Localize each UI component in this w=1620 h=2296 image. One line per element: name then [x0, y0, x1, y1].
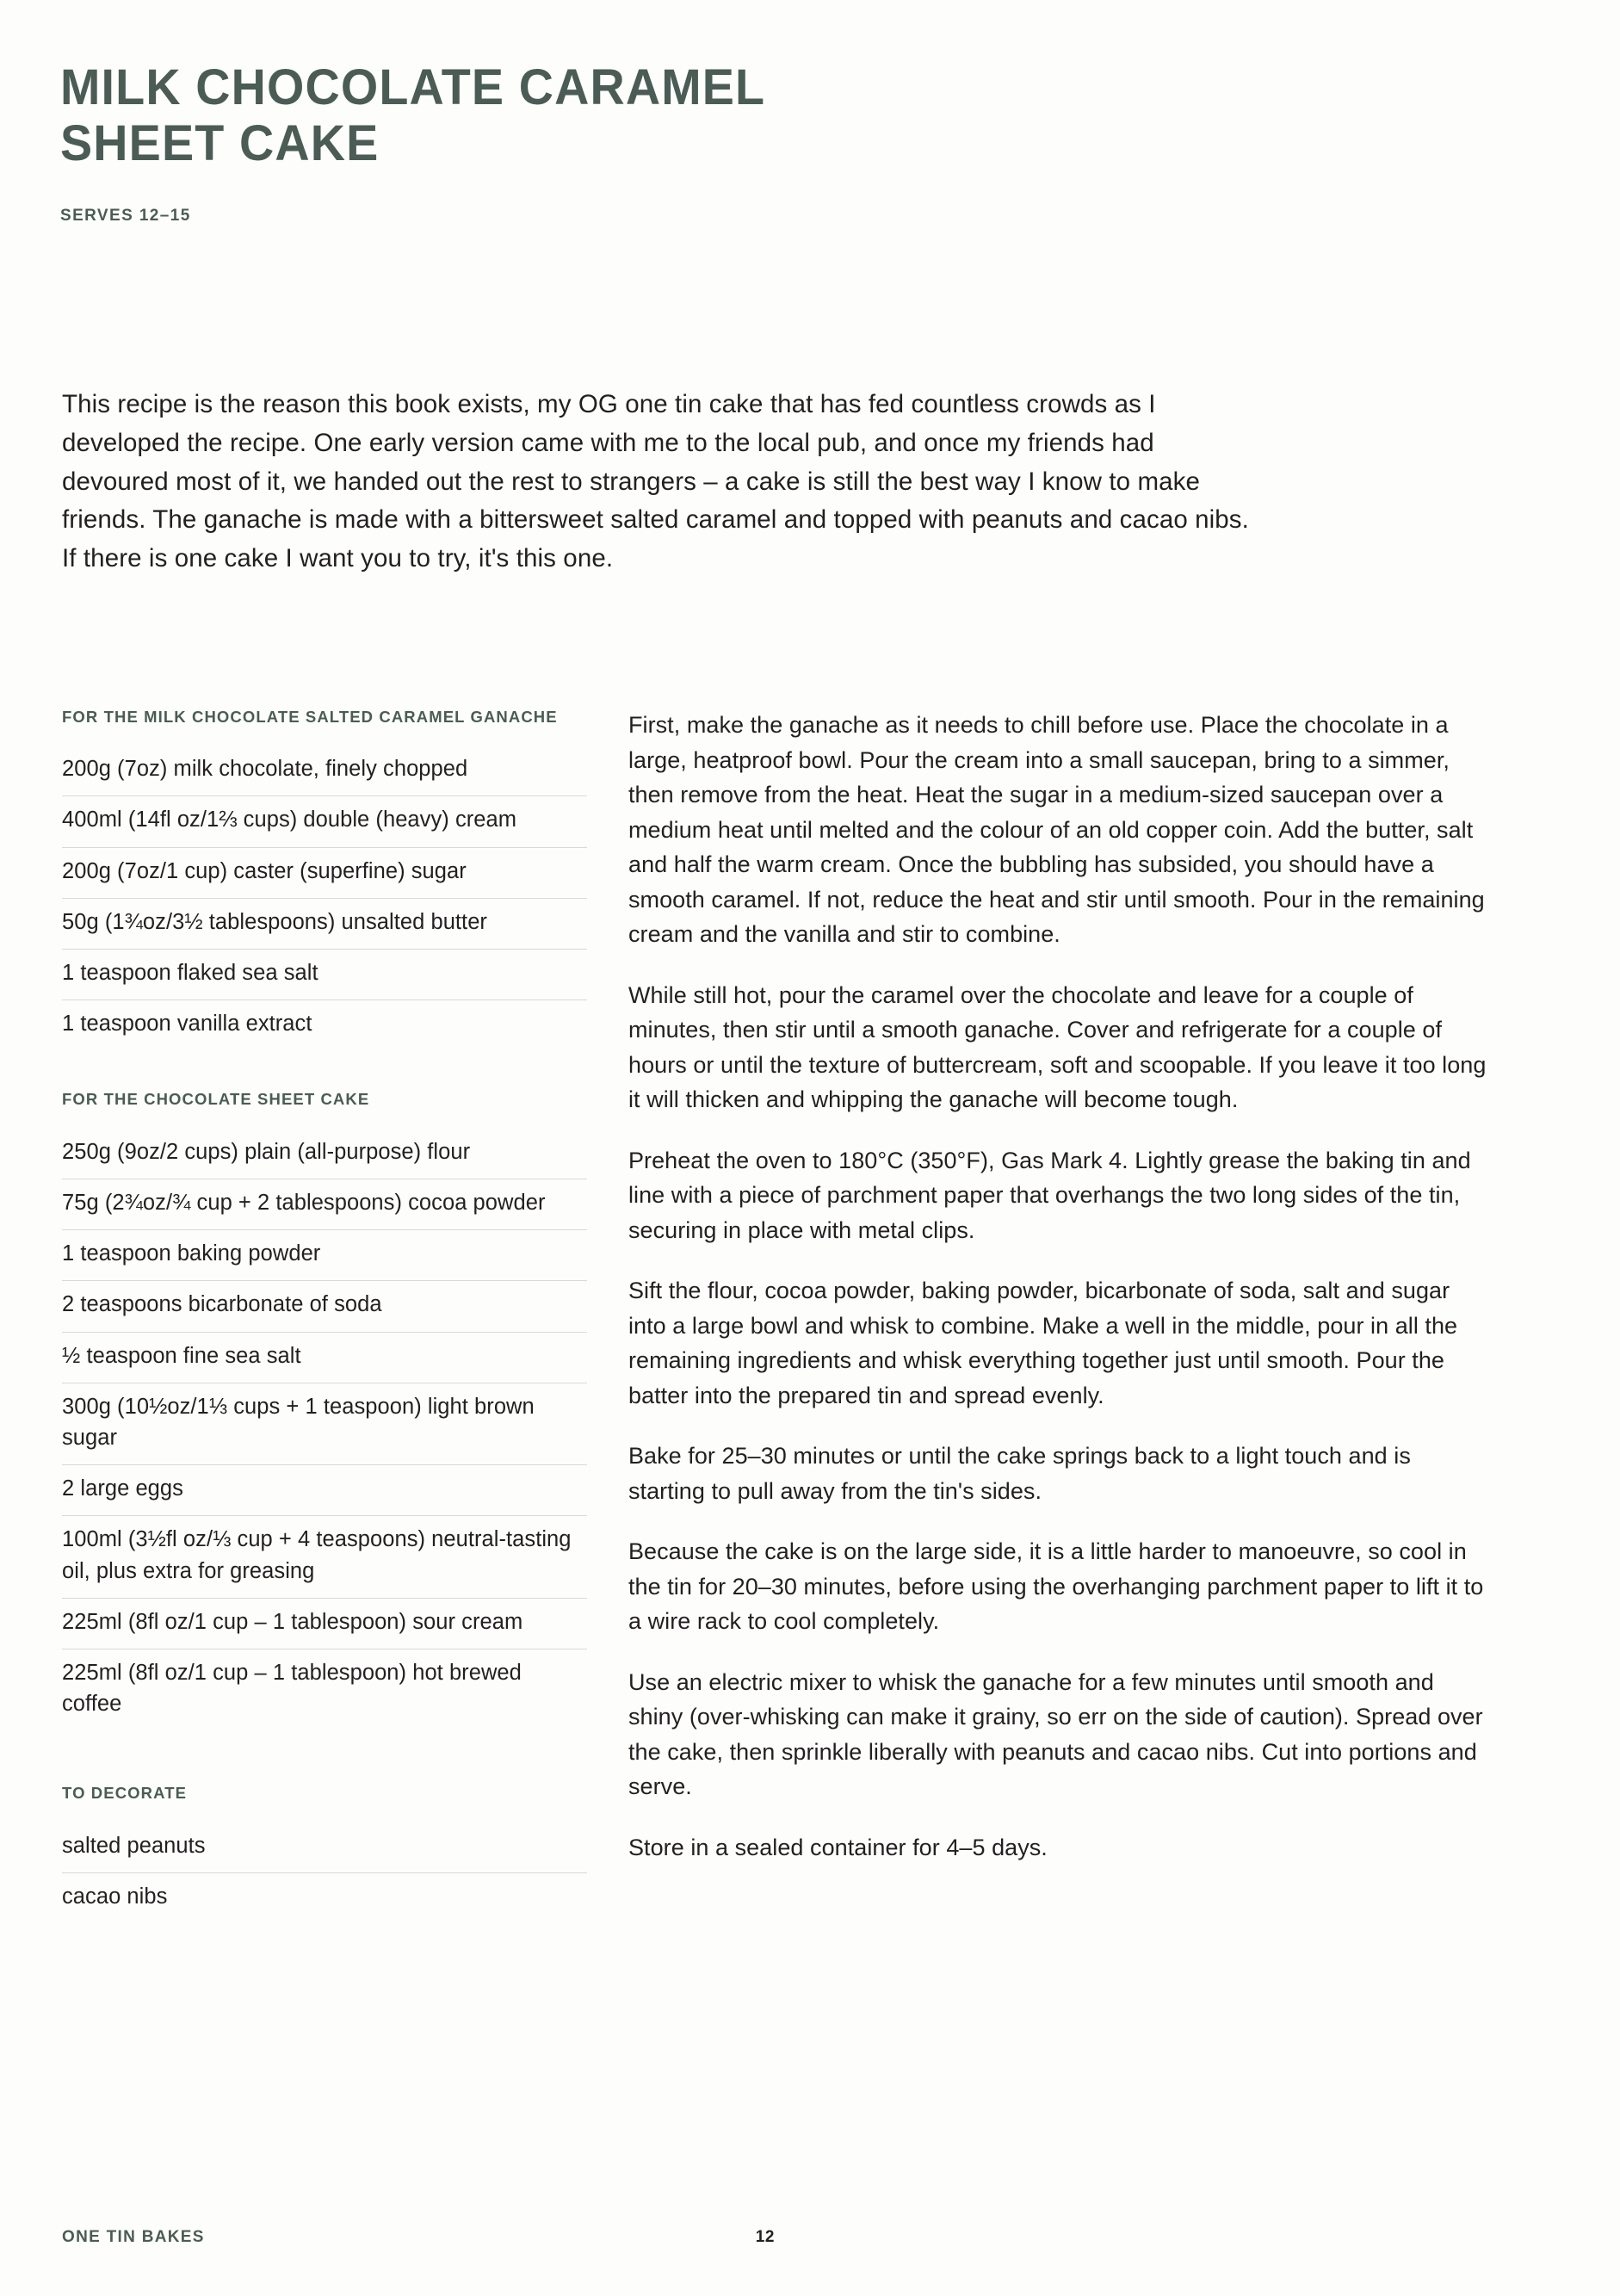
ingredient-item: 2 teaspoons bicarbonate of soda	[62, 1281, 587, 1332]
ingredient-group-heading: TO DECORATE	[62, 1784, 188, 1803]
ingredient-item: 300g (10½oz/1⅓ cups + 1 teaspoon) light brown sugar	[62, 1383, 587, 1465]
method-paragraph: While still hot, pour the caramel over the chocolate and leave for a couple of minutes, then stir until a smooth ganache. Cover and refrigerate for a couple of hours or until the texture of buttercream, soft and scoopable. If you leave it too long it will thicken and whipping the ganache will become tough.	[628, 981, 1487, 1112]
serves-label: SERVES 12–15	[60, 206, 191, 225]
ingredient-item: 400ml (14fl oz/1⅔ cups) double (heavy) cream	[62, 796, 587, 847]
footer-book-title: ONE TIN BAKES	[62, 2228, 205, 2246]
ingredient-item: 225ml (8fl oz/1 cup – 1 tablespoon) sour cream	[62, 1599, 587, 1649]
ingredient-group-ganache	[62, 706, 587, 1050]
method-paragraph: Store in a sealed container for 4–5 days.	[628, 1834, 1048, 1860]
ingredient-item: 200g (7oz) milk chocolate, finely chopped	[62, 746, 587, 796]
ingredient-item: 2 large eggs	[62, 1465, 587, 1516]
ingredient-item: 225ml (8fl oz/1 cup – 1 tablespoon) hot brewed coffee	[62, 1660, 522, 1717]
ingredient-group-heading: FOR THE MILK CHOCOLATE SALTED CARAMEL GANACHE	[62, 708, 558, 726]
ingredient-item: 50g (1¾oz/3½ tablespoons) unsalted butter	[62, 899, 587, 950]
ingredients-column	[62, 706, 587, 1923]
ingredient-item: 1 teaspoon baking powder	[62, 1230, 587, 1281]
ingredient-item: salted peanuts	[62, 1823, 587, 1873]
ingredient-item: cacao nibs	[62, 1884, 168, 1909]
method-paragraph: Sift the flour, cocoa powder, baking powder, bicarbonate of soda, salt and sugar into a large bowl and whisk to combine. Make a well in the middle, pour in all the remaining ingredients and whisk everything together just until smooth. Pour the batter into the prepared tin and spread evenly.	[628, 1278, 1458, 1408]
method-paragraph: Preheat the oven to 180°C (350°F), Gas Mark 4. Lightly grease the baking tin and line with a piece of parchment paper that overhangs the two long sides of the tin, securing in place with metal clips.	[628, 1147, 1471, 1243]
title-block	[60, 60, 1007, 226]
page-title	[60, 60, 969, 172]
method-paragraph: Because the cake is on the large side, it is a little harder to manoeuvre, so cool in the tin for 20–30 minutes, before using the overhanging parchment paper to lift it to a wire rack to cool completely.	[628, 1538, 1484, 1634]
ingredient-item: 1 teaspoon flaked sea salt	[62, 950, 587, 1000]
intro-paragraph: This recipe is the reason this book exists, my OG one tin cake that has fed countless crowds as I developed the recipe. One early version came with me to the local pub, and once my friends had devoured most of it, we handed out the rest to strangers – a cake is still the best way I know to make friends. The ganache is made with a bittersweet salted caramel and topped with peanuts and cacao nibs. If there is one cake I want you to try, it's this one.	[62, 390, 1249, 573]
ingredient-item: 200g (7oz/1 cup) caster (superfine) sugar	[62, 848, 587, 899]
ingredient-group-decorate	[62, 1782, 587, 1923]
ingredient-group-heading: FOR THE CHOCOLATE SHEET CAKE	[62, 1090, 370, 1109]
title-line-2: SHEET CAKE	[60, 114, 380, 171]
ingredient-item: 1 teaspoon vanilla extract	[62, 1012, 312, 1037]
method-paragraph: Use an electric mixer to whisk the ganache for a few minutes until smooth and shiny (over-whisking can make it grainy, so err on the side of caution). Spread over the cake, then sprinkle liberally with peanuts and cacao nibs. Cut into portions and serve.	[628, 1668, 1483, 1799]
ingredient-item: 100ml (3½fl oz/⅓ cup + 4 teaspoons) neutral-tasting oil, plus extra for greasing	[62, 1516, 587, 1598]
ingredient-group-cake	[62, 1088, 587, 1730]
ingredient-item: 250g (9oz/2 cups) plain (all-purpose) flour	[62, 1129, 587, 1179]
method-paragraph: First, make the ganache as it needs to chill before use. Place the chocolate in a large, heatproof bowl. Pour the cream into a small saucepan, bring to a simmer, then remove from the heat. Heat the sugar in a medium-sized saucepan over a medium heat until melted and the colour of an old copper coin. Add the butter, salt and half the warm cream. Once the bubbling has subsided, you should have a smooth caramel. If not, reduce the heat and stir until smooth. Pour in the remaining cream and the vanilla and stir to combine.	[628, 712, 1485, 947]
body-columns	[62, 706, 1560, 1923]
method-column	[628, 706, 1489, 1923]
footer-page-number: 12	[755, 2228, 775, 2246]
method-paragraph: Bake for 25–30 minutes or until the cake springs back to a light touch and is starting to pull away from the tin's sides.	[628, 1443, 1411, 1504]
page-footer	[62, 2228, 1560, 2247]
ingredient-item: ½ teaspoon fine sea salt	[62, 1333, 587, 1383]
title-line-1: MILK CHOCOLATE CARAMEL	[60, 59, 766, 115]
ingredient-item: 75g (2¾oz/¾ cup + 2 tablespoons) cocoa powder	[62, 1179, 587, 1230]
